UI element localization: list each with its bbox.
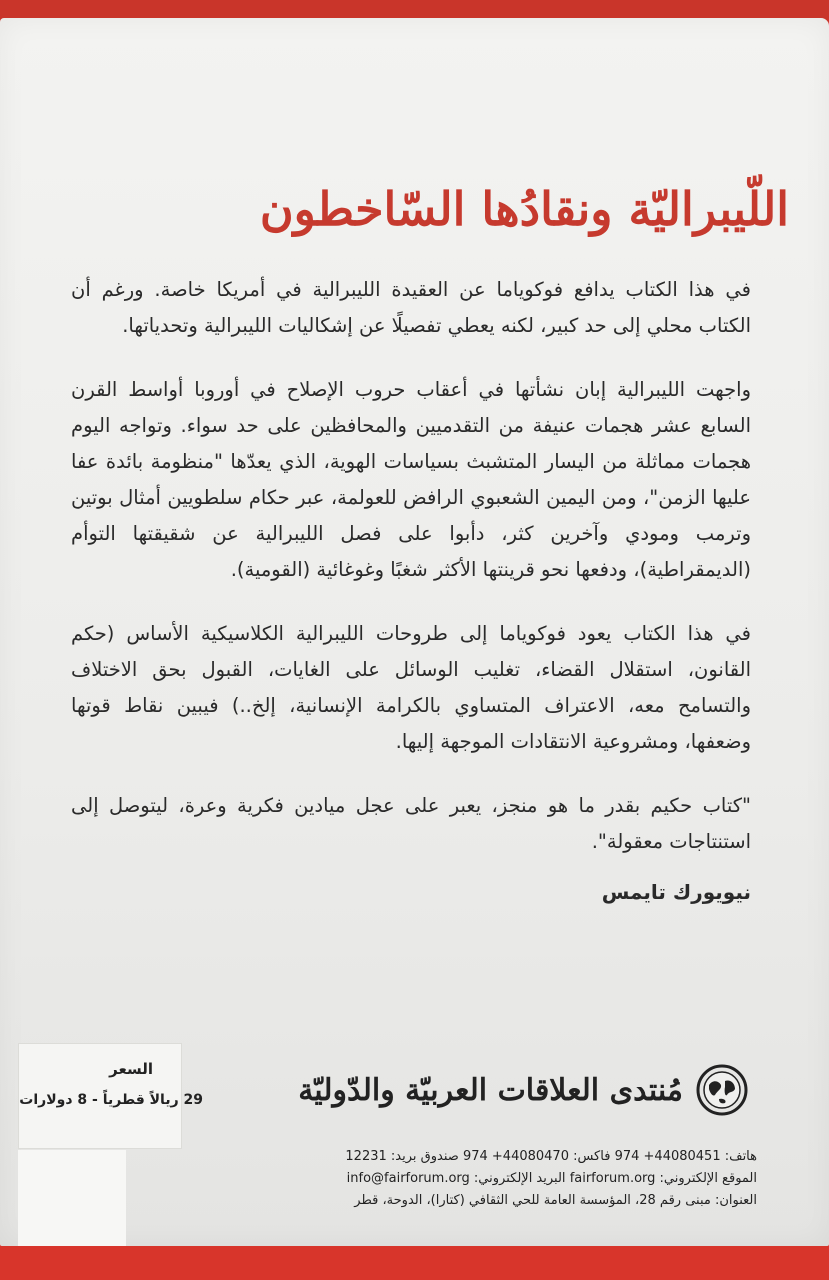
blurb-paragraph-2: واجهت الليبرالية إبان نشأتها في أعقاب حروب الإصلاح في أوروبا أواسط القرن السابع عشر هجمات عنيفة من التقدميين والمحافظين على حد سواء. وتواجه اليوم هجمات مماثلة من اليسار المتشبث بسياسات الهوية، الذي يعدّها "منظومة بائدة عفا عليها الزمن"، ومن اليمين الشعبوي الرافض للعولمة، عبر حكام سلطويين أمثال بوتين وترمب ومودي وآخرين كثر، دأبوا على فصل الليبرالية عن شقيقتها التوأم (الديمقراطية)، ودفعها نحو قرينتها الأكثر شغبًا وغوغائية (القومية). — [71, 378, 751, 581]
bottom-red-band — [0, 1240, 829, 1280]
publisher-name: مُنتدى العلاقات العربيّة والدّوليّة — [298, 1072, 683, 1108]
contact-phone: هاتف: 44080451+ 974 فاكس: 44080470+ 974 صندوق بريد: 12231 — [345, 1149, 757, 1164]
blurb — [71, 272, 751, 910]
publisher-block — [298, 1050, 749, 1130]
book-title: اللّيبراليّة ونقادُها السّاخطون — [259, 182, 789, 236]
price-label: السعر — [109, 1060, 153, 1078]
price-box — [18, 1043, 203, 1149]
barcode-area — [18, 1150, 126, 1246]
blurb-paragraph-1: في هذا الكتاب يدافع فوكوياما عن العقيدة الليبرالية في أمريكا خاصة. ورغم أن الكتاب محلي إلى حد كبير، لكنه يعطي تفصيلًا عن إشكاليات الليبرالية وتحدياتها. — [71, 278, 751, 337]
contact-web: الموقع الإلكتروني: fairforum.org البريد الإلكتروني: info@fairforum.org — [346, 1171, 757, 1186]
back-cover — [0, 18, 829, 1246]
contact-info — [157, 1146, 757, 1212]
review-quote: "كتاب حكيم بقدر ما هو منجز، يعبر على عجل ميادين فكرية وعرة، ليتوصل إلى استنتاجات معقولة". — [71, 794, 751, 853]
price-value: 29 ريالاً قطرياً - 8 دولارات — [19, 1092, 203, 1108]
contact-address: العنوان: مبنى رقم 28، المؤسسة العامة للحي الثقافي (كتارا)، الدوحة، قطر — [354, 1193, 757, 1208]
quote-source: نيويورك تايمس — [601, 880, 751, 904]
globe-logo-icon — [695, 1063, 749, 1117]
blurb-paragraph-3: في هذا الكتاب يعود فوكوياما إلى طروحات الليبرالية الكلاسيكية الأساس (حكم القانون، استقلال القضاء، تغليب الوسائل على الغايات، القبول بحق الاختلاف والتسامح معه، الاعتراف المتساوي بالكرامة الإنسانية، إلخ..) فيبين نقاط قوتها وضعفها، ومشروعية الانتقادات الموجهة إليها. — [71, 622, 751, 753]
